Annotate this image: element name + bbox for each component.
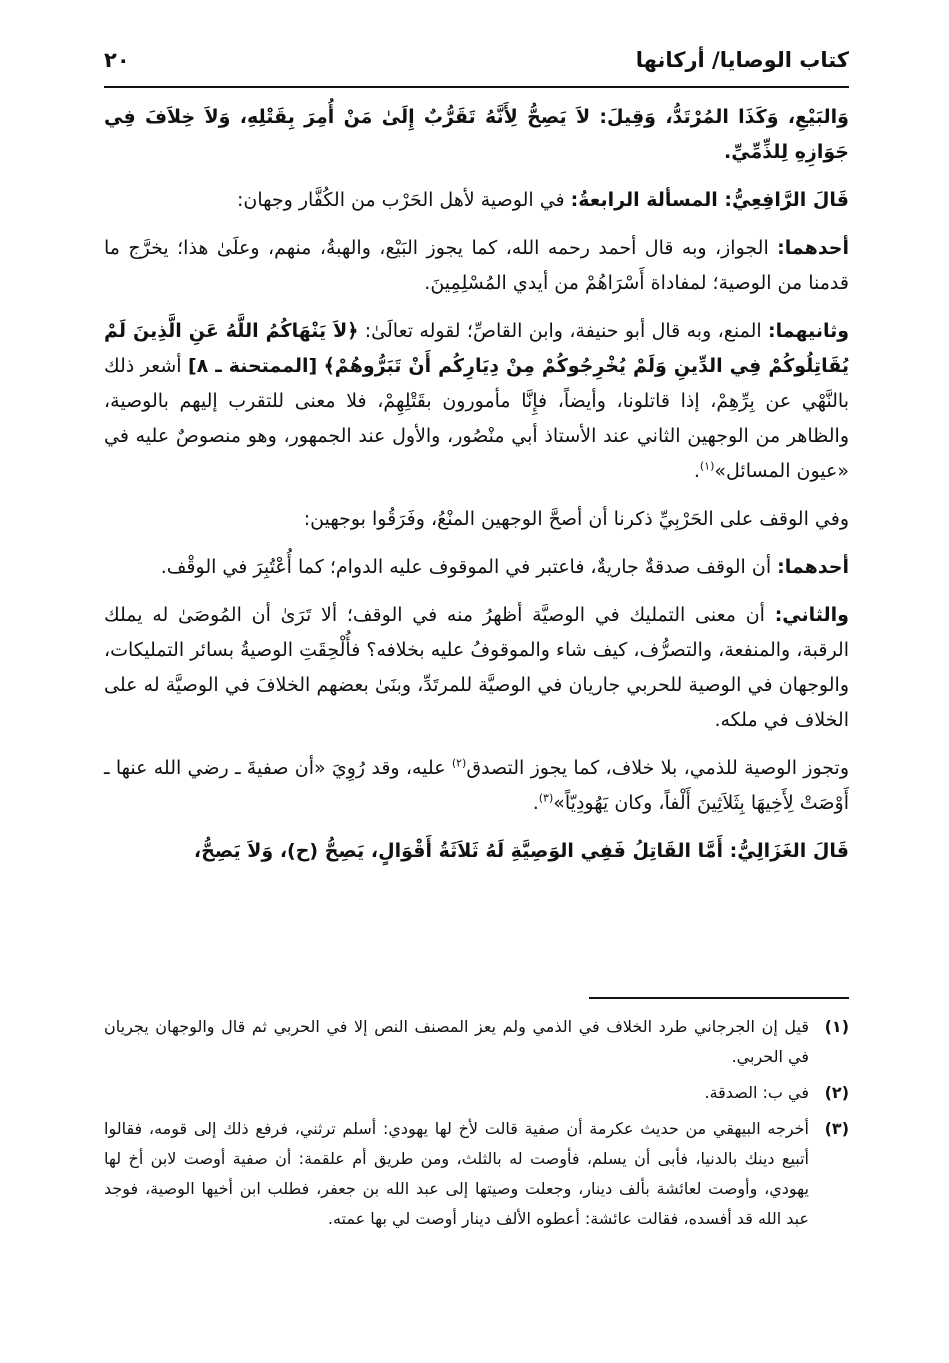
paragraph-2-text: في الوصية لأهل الحَرْب من الكُفَّار وجهان:: [236, 189, 565, 211]
paragraph-9-text: أَمَّا القَاتِلُ فَفِي الوَصِيَّةِ لَهُ ثَلاَثَةُ أَقْوَالٍ، يَصِحُّ (ح)، وَلاَ يَصِحُّ،: [193, 840, 724, 862]
paragraph-1: وَالبَيْعِ، وَكَذَا المُرْتَدُّ، وَقِيلَ: لاَ يَصِحُّ لِأَنَّهُ تَقَرُّبٌ إِلَىٰ مَنْ أُمِرَ بِقَتْلِهِ، وَلاَ خِلاَفَ فِي جَوَازِهِ لِلذِّمِّيِّ.: [104, 106, 849, 163]
paragraph-4-text-1: المنع، وبه قال أبو حنيفة، وابن القاصِّ؛ لقوله تعالَىٰ:: [364, 320, 762, 342]
footnote-2: [104, 1078, 849, 1108]
page-header: [104, 40, 849, 80]
paragraph-3: [104, 231, 849, 301]
footnote-1: [104, 1012, 849, 1072]
paragraph-3-text: الجواز، وبه قال أحمد رحمه الله، كما يجوز البَيْع، والهبةُ، منهم، وعلَىٰ هذا؛ يخرَّج ما قدمنا من الوصية؛ لمفاداة أَسْرَاهُمْ من أيدي المُسْلِمِينَ.: [104, 237, 849, 294]
footnote-number: (١): [824, 1017, 849, 1036]
footnote-ref-1[interactable]: (١): [699, 459, 715, 473]
paragraph-3-label: أحدهما:: [777, 237, 849, 259]
header-rule: [104, 86, 849, 88]
paragraph-9: [104, 834, 849, 869]
paragraph-9-label: قَالَ الغَزَالِيُّ:: [729, 840, 849, 862]
paragraph-4-text-2: أشعر ذلك بالنَّهْي عن بِرِّهِمْ، إذا قاتلونا، وأيضاً، فإِنَّا مأمورون بقَتْلِهِمْ، فلا معنى للتقرب إليهم بالوصية، والظاهر من الوجهين الثاني عند الأستاذ أبي منْصُور، والأول عند الجمهور، وهو منصوصٌ عليه في «عيون المسائل»: [104, 355, 849, 482]
paragraph-8-text-1: وتجوز الوصية للذمي، بلا خلاف، كما يجوز التصدق: [466, 757, 849, 779]
footnote-text: قيل إن الجرجاني طرد الخلاف في الذمي ولم يعز المصنف النص إلا في الحربي ثم قال والوجهان يجريان في الحربي.: [104, 1017, 809, 1066]
footnote-text: أخرجه البيهقي من حديث عكرمة أن صفية قالت لأخ لها يهودي: أسلم ترثني، فرفع ذلك إلى قومه، فقالوا أتبيع دينك بالدنيا، فأبى أن يسلم، فأوصت له بالثلث، ومن طريق أم علقمة: أن صفية أوصت لابن أخ لها يهودي، وأوصت لعائشة بألف دينار، وجعلت وصيتها إلى عبد الله بن جعفر، فطلب ابن أخيها الوصية، فوجد عبد الله قد أفسده، فقالت عائشة: أعطوه الألف دينار أوصت لي بها عمته.: [104, 1119, 809, 1228]
main-text: [104, 100, 849, 882]
quran-reference: [الممتحنة ـ ٨]: [187, 355, 318, 377]
footnote-ref-3[interactable]: (٣): [538, 791, 554, 805]
footnote-text: في ب: الصدقة.: [704, 1083, 809, 1102]
paragraph-6: [104, 550, 849, 585]
paragraph-6-label: أحدهما:: [777, 556, 849, 578]
paragraph-8-end: .: [532, 792, 539, 814]
page-number: ٢٠: [104, 48, 130, 72]
footnote-ref-2[interactable]: (٢): [451, 756, 467, 770]
footnote-number: (٣): [824, 1119, 849, 1138]
footnote-3: [104, 1114, 849, 1234]
paragraph-8: [104, 751, 849, 821]
paragraph-7-text: أن معنى التمليك في الوصيَّة أظهرُ منه في الوقف؛ ألا تَرَىٰ أن المُوصَىٰ له يملك الرقبة، والمنفعة، والتصرُّف، كيف شاء والموقوفُ عليه بخلافه؟ فأُلْحِقَتِ الوصيةُ بسائر التمليكات، والوجهان في الوصية للحربي جاريان في الوصيَّة للمرتَدِّ، وبنَىٰ بعضهم الخلافَ في الوصيَّة له على الخلاف في ملكه.: [104, 604, 849, 731]
quran-verse: ﴿لاَ يَنْهَاكُمُ اللَّهُ عَنِ الَّذِينَ لَمْ يُقَاتِلُوكُمْ فِي الدِّينِ وَلَمْ يُخْرِجُوكُمْ مِنْ دِيَارِكُم أَنْ تَبَرُّوهُمْ﴾: [104, 320, 850, 377]
footnote-number: (٢): [824, 1083, 849, 1102]
paragraph-5: وفي الوقف على الحَرْبِيِّ ذكرنا أن أصحَّ الوجهين المنْعُ، وفَرَقُوا بوجهين:: [303, 508, 849, 530]
paragraph-4-end: .: [693, 460, 700, 482]
paragraph-4: [104, 314, 849, 489]
footnotes: [104, 1012, 849, 1240]
footnote-rule: [589, 997, 849, 999]
paragraph-4-label: وثانيهما:: [768, 320, 850, 342]
paragraph-2: [104, 183, 849, 218]
paragraph-7: [104, 598, 849, 738]
paragraph-2-label: قَالَ الرَّافِعِيُّ: المسألة الرابعةُ:: [570, 189, 849, 211]
paragraph-7-label: والثاني:: [774, 604, 849, 626]
running-title: كتاب الوصايا/ أركانها: [635, 48, 849, 72]
paragraph-6-text: أن الوقف صدقةٌ جاريةٌ، فاعتبر في الموقوف عليه الدوام؛ كما أُعْتُبِرَ في الوقْف.: [160, 556, 772, 578]
paragraph-8-text-2: عليه، وقد رُوِيَ «أن صفيةَ ـ رضي الله عنها ـ أَوْصَتْ لِأَخِيهَا بِثَلاَثِينَ أَلْفاً، وكان يَهُودِيّاً»: [104, 757, 849, 814]
